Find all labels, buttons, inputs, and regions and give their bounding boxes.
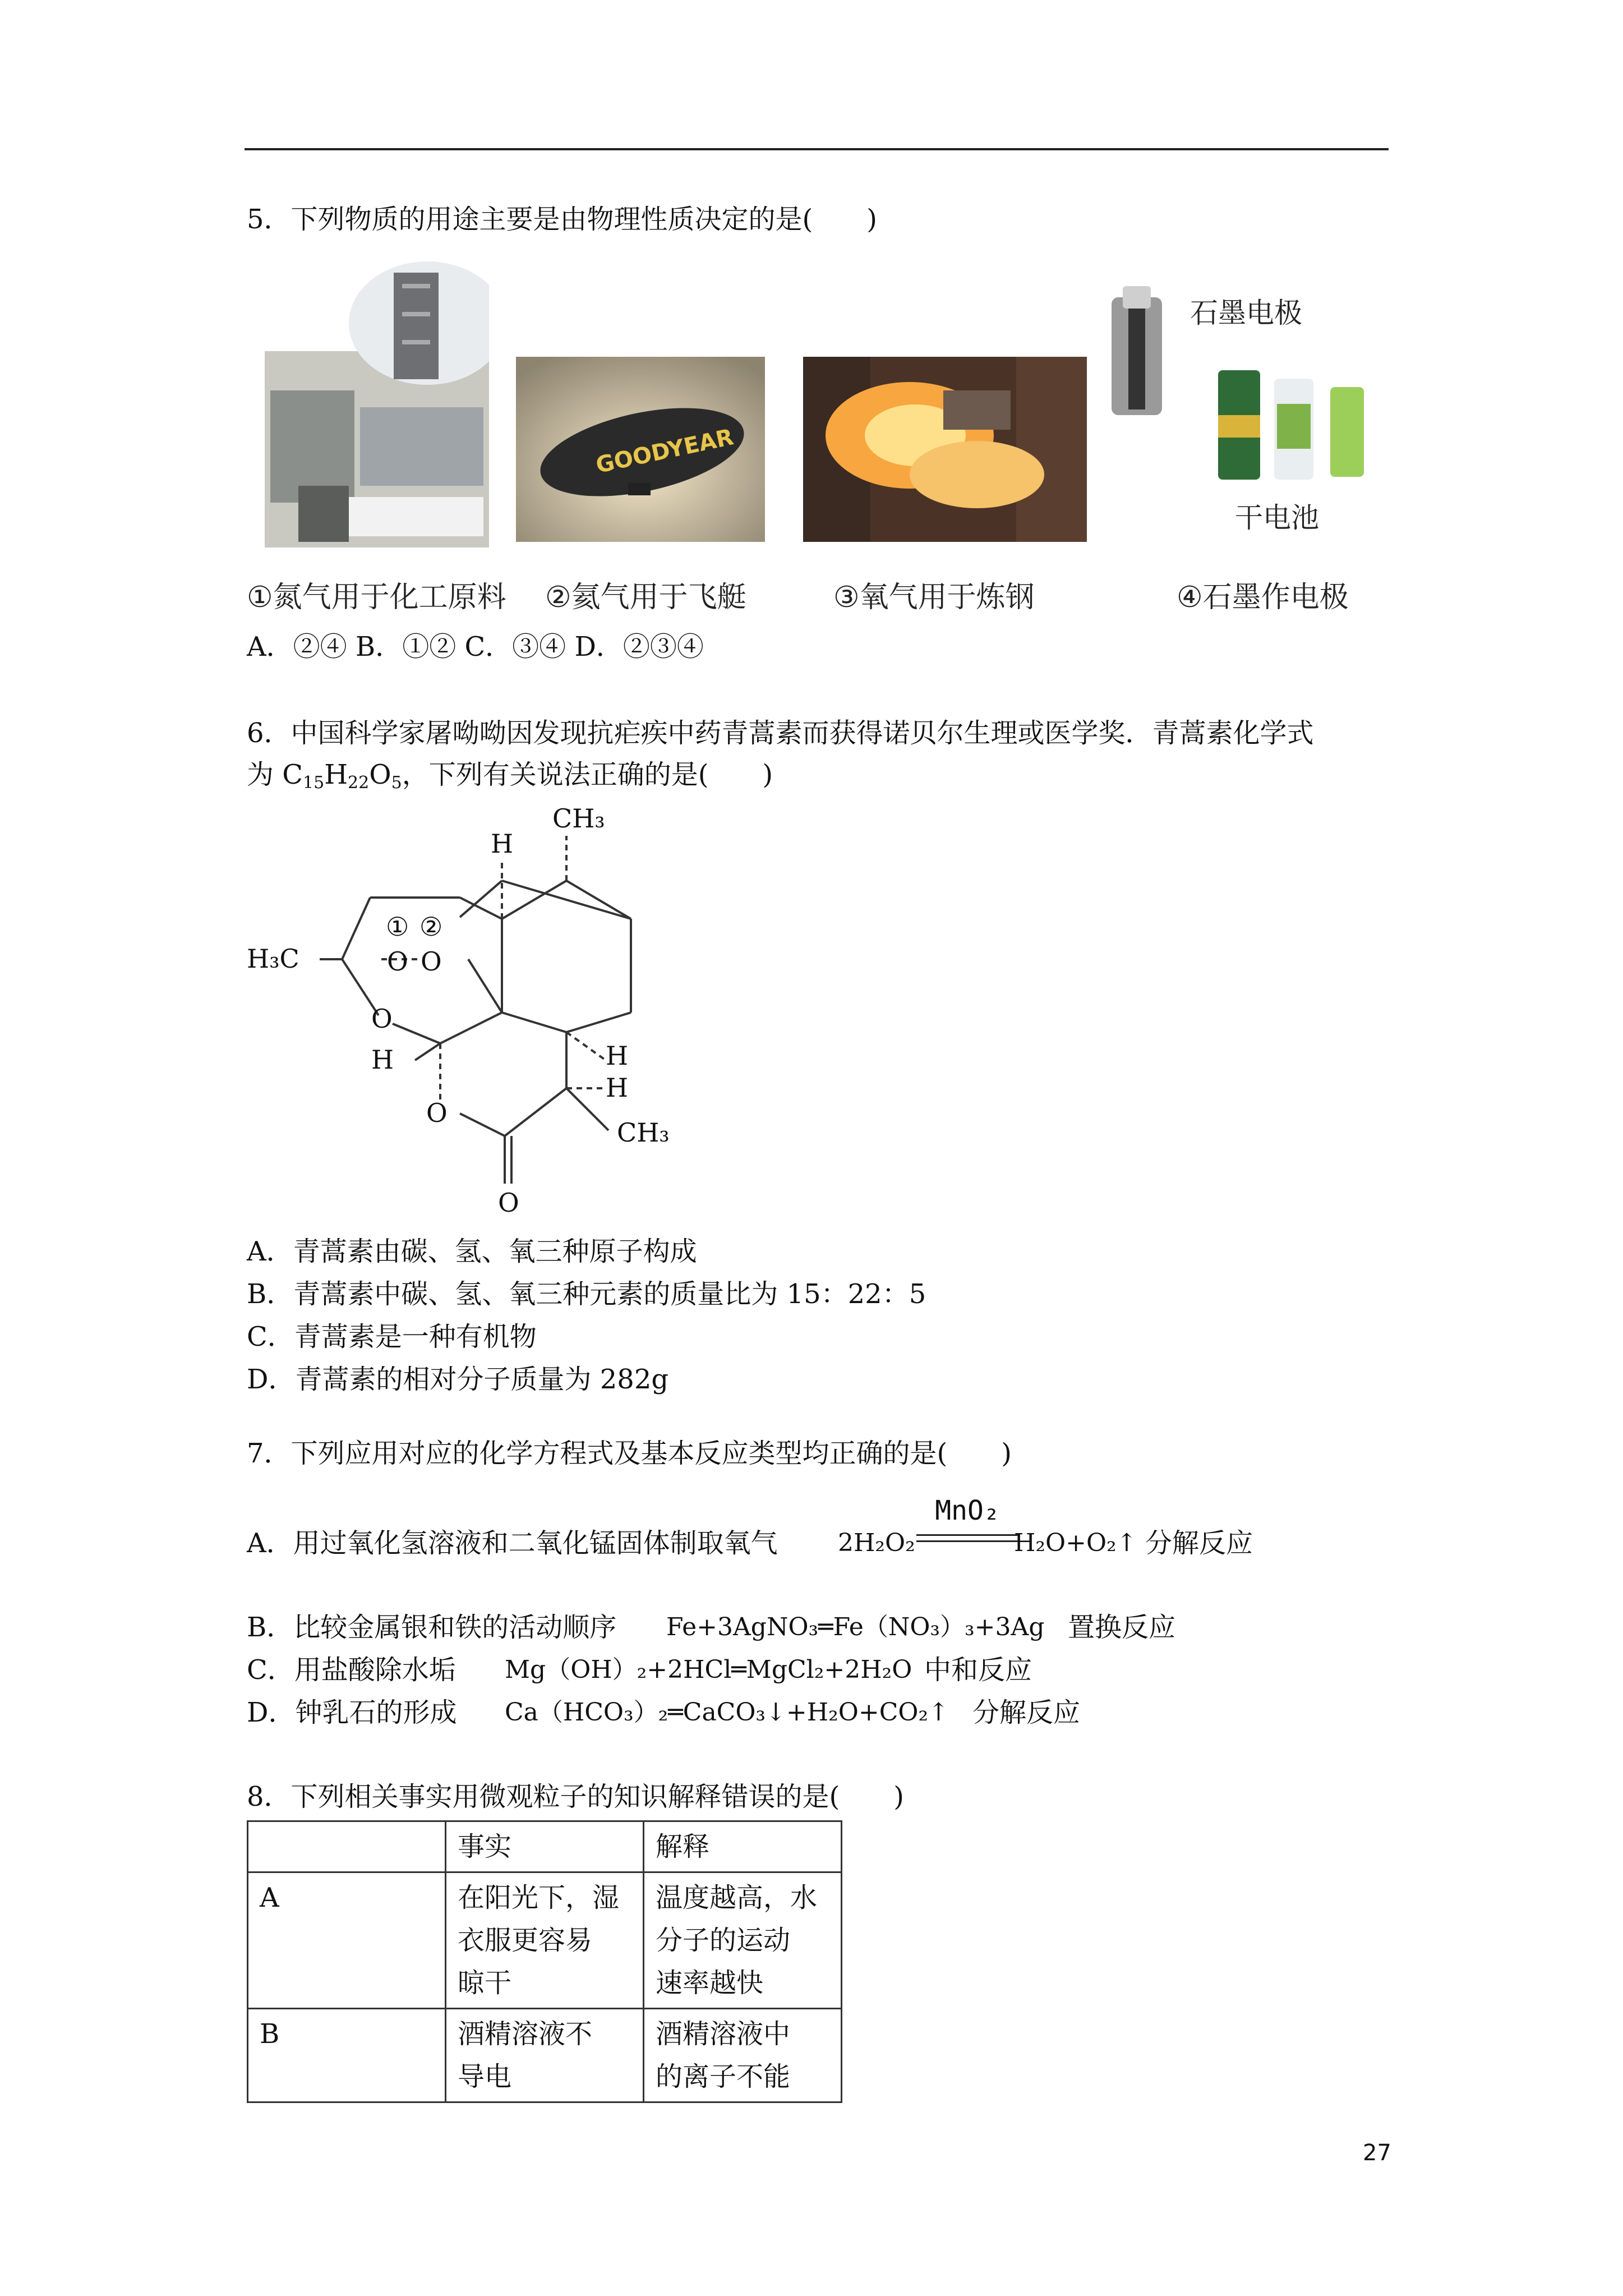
table-row: [248, 1872, 842, 2009]
q8-stem: 8．下列相关事实用微观粒子的知识解释错误的是( ): [247, 1781, 904, 1812]
caption-1: ①氮气用于化工原料: [247, 581, 506, 614]
lactone-o: O: [426, 1098, 448, 1128]
circled-2: ②: [419, 912, 443, 942]
q7-a-arrow-line1: [916, 1534, 1018, 1536]
q7-c-type: 中和反应: [924, 1654, 1032, 1686]
q5-stem: 5．下列物质的用途主要是由物理性质决定的是( ): [247, 204, 877, 235]
peroxide-o2: O: [421, 946, 442, 977]
h3c-label: H₃C: [247, 944, 299, 974]
q7-a-type: 分解反应: [1145, 1527, 1253, 1559]
h-left: H: [371, 1045, 394, 1075]
h-right-2: H: [606, 1073, 629, 1103]
q5-options: A．②④ B．①② C．③④ D．②③④: [247, 631, 704, 662]
row-label: A: [248, 1872, 446, 2009]
h-right-1: H: [606, 1041, 629, 1071]
ch3-top: CH₃: [552, 803, 605, 834]
q7-a-arrow-line2: [916, 1540, 1018, 1542]
q6-stem-line1: 6．中国科学家屠呦呦因发现抗疟疾中药青蒿素而获得诺贝尔生理或医学奖．青蒿素化学式: [247, 717, 1314, 749]
q7-b-type: 置换反应: [1068, 1612, 1176, 1643]
fact-cell: 在阳光下，湿 衣服更容易 晾干: [446, 1872, 644, 2009]
q7-option-b-text: B．比较金属银和铁的活动顺序: [247, 1612, 617, 1643]
ch3-right: CH₃: [617, 1117, 670, 1148]
blimp-photo: [516, 357, 765, 542]
blimp-text: GOODYEAR: [593, 424, 736, 479]
header-rule: [245, 148, 1389, 150]
q6-option-d: D．青蒿素的相对分子质量为 282g: [247, 1364, 669, 1395]
table-header-row: [248, 1821, 842, 1872]
peroxide-o1: O: [387, 946, 408, 977]
fact-cell: 酒精溶液不 导电: [446, 2009, 644, 2102]
q7-a-rhs: H₂O+O₂↑: [1014, 1529, 1137, 1557]
header-cell: [248, 1821, 446, 1872]
q7-d-equation: Ca（HCO₃）₂═CaCO₃↓+H₂O+CO₂↑: [505, 1698, 949, 1727]
q7-a-catalyst: MnO₂: [935, 1495, 1000, 1526]
page-number: 27: [1363, 2140, 1391, 2166]
q7-d-type: 分解反应: [972, 1697, 1081, 1728]
battery-photo: [1106, 280, 1386, 544]
q7-a-lhs: 2H₂O₂: [838, 1529, 915, 1557]
graphite-electrode-label: 石墨电极: [1190, 297, 1302, 329]
header-cell: 解释: [644, 1821, 842, 1872]
q6-stem-line2: 为 $C_{15}H_{22}O_5$，下列有关说法正确的是( ): [247, 759, 773, 793]
explain-cell: 酒精溶液中 的离子不能: [644, 2009, 842, 2102]
q8-table: [247, 1820, 842, 2103]
ring-o: O: [371, 1004, 393, 1034]
caption-3: ③氧气用于炼钢: [833, 581, 1035, 614]
artemisinin-structure: [247, 797, 695, 1223]
q6-option-c: C．青蒿素是一种有机物: [247, 1321, 537, 1352]
q7-c-equation: Mg（OH）₂+2HCl═MgCl₂+2H₂O: [505, 1655, 912, 1684]
dry-battery-label: 干电池: [1235, 501, 1319, 534]
carbonyl-o: O: [498, 1188, 519, 1218]
steel-photo: [803, 357, 1087, 542]
q7-b-equation: Fe+3AgNO₃═Fe（NO₃）₃+3Ag: [666, 1613, 1045, 1641]
h-top: H: [491, 829, 514, 859]
caption-4: ④石墨作电极: [1177, 581, 1349, 614]
header-cell: 事实: [446, 1821, 644, 1872]
q6-option-b: B．青蒿素中碳、氢、氧三种元素的质量比为 15：22：5: [247, 1278, 926, 1310]
row-label: B: [248, 2009, 446, 2102]
circled-1: ①: [386, 912, 409, 942]
q7-option-a-text: A．用过氧化氢溶液和二氧化锰固体制取氧气: [247, 1527, 778, 1559]
caption-2: ②氦气用于飞艇: [545, 581, 746, 614]
q6-option-a: A．青蒿素由碳、氢、氧三种原子构成: [247, 1236, 697, 1267]
factory-photo: [265, 261, 489, 547]
q7-option-c-text: C．用盐酸除水垢: [247, 1654, 456, 1686]
q7-option-d-text: D．钟乳石的形成: [247, 1697, 457, 1728]
q7-stem: 7．下列应用对应的化学方程式及基本反应类型均正确的是( ): [247, 1438, 1012, 1469]
explain-cell: 温度越高，水 分子的运动 速率越快: [644, 1872, 842, 2009]
table-row: [248, 2009, 842, 2102]
